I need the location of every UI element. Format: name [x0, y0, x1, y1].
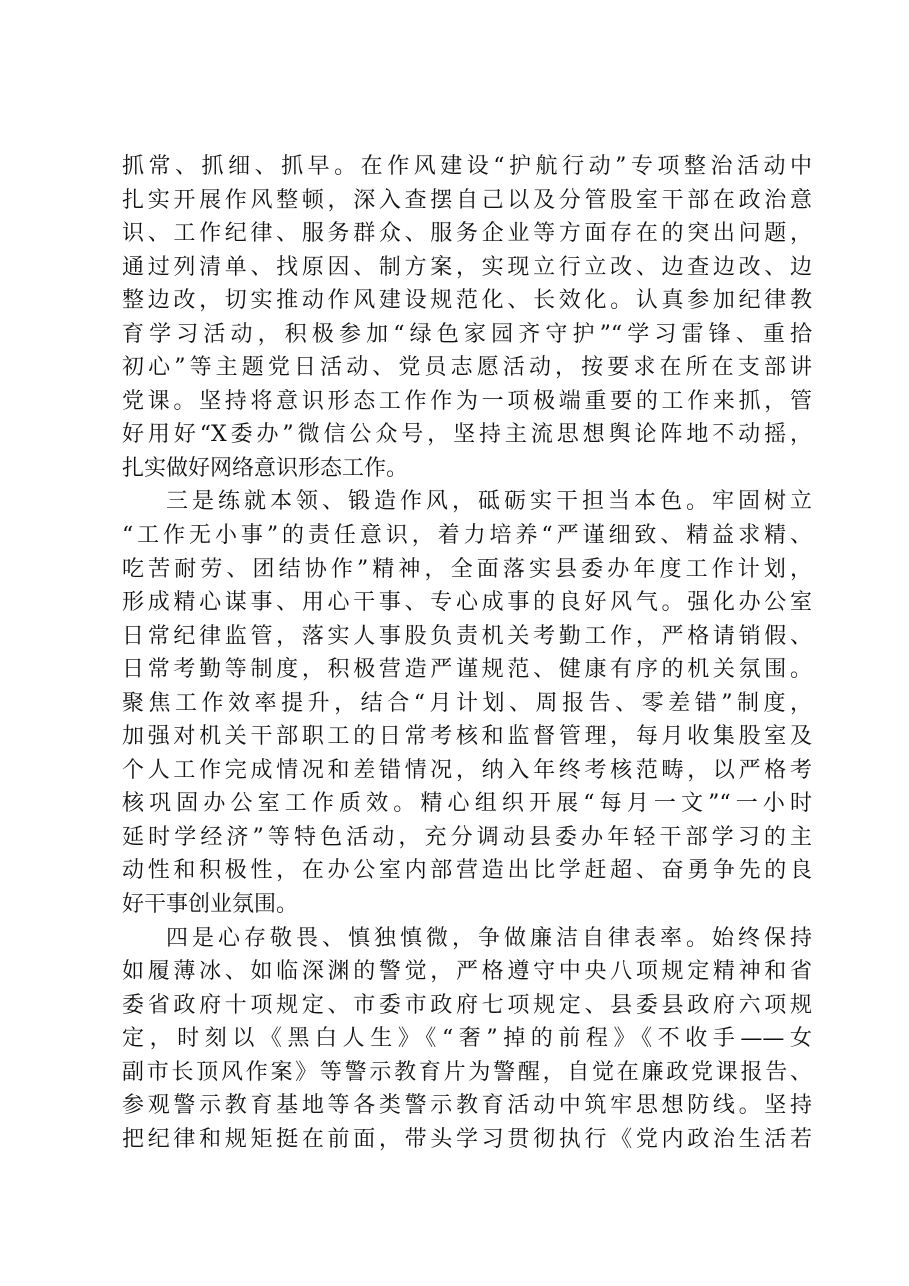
- text-line: 形成精心谋事、用心干事、专心成事的良好风气。强化办公室: [122, 590, 812, 616]
- text-line: 如履薄冰、如临深渊的警觉，严格遵守中央八项规定精神和省: [122, 959, 812, 985]
- text-line: 育学习活动，积极参加“绿色家园齐守护”“学习雷锋、重拾: [122, 321, 812, 347]
- text-line: 委省政府十项规定、市委市政府七项规定、县委县政府六项规: [122, 992, 812, 1018]
- text-line: 四是心存敬畏、慎独慎微，争做廉洁自律表率。始终保持: [166, 925, 812, 951]
- text-line: 好用好“X委办”微信公众号，坚持主流思想舆论阵地不动摇，: [122, 422, 812, 448]
- text-line: 个人工作完成情况和差错情况，纳入年终考核范畴，以严格考: [122, 757, 812, 783]
- text-line: 好干事创业氛围。: [122, 892, 299, 918]
- text-line: 整边改，切实推动作风建设规范化、长效化。认真参加纪律教: [122, 288, 812, 314]
- text-line: 定，时刻以《黑白人生》《“奢”掉的前程》《不收手——女: [122, 1026, 812, 1052]
- text-line: 通过列清单、找原因、制方案，实现立行立改、边查边改、边: [122, 254, 812, 280]
- paragraph-2: [122, 485, 812, 921]
- paragraph-1: [122, 150, 812, 485]
- text-line: 参观警示教育基地等各类警示教育活动中筑牢思想防线。坚持: [122, 1093, 812, 1119]
- text-line: 党课。坚持将意识形态工作作为一项极端重要的工作来抓，管: [122, 388, 812, 414]
- text-line: 三是练就本领、锻造作风，砥砺实干担当本色。牢固树立: [166, 489, 812, 515]
- text-line: 核巩固办公室工作质效。精心组织开展“每月一文”“一小时: [122, 791, 812, 817]
- text-line: 把纪律和规矩挺在前面，带头学习贯彻执行《党内政治生活若: [122, 1126, 812, 1152]
- text-line: 初心”等主题党日活动、党员志愿活动，按要求在所在支部讲: [122, 355, 812, 381]
- text-line: 延时学经济”等特色活动，充分调动县委办年轻干部学习的主: [122, 824, 812, 850]
- text-line: 扎实做好网络意识形态工作。: [122, 455, 409, 481]
- paragraph-3: [122, 922, 812, 1157]
- text-line: 扎实开展作风整顿，深入查摆自己以及分管股室干部在政治意: [122, 187, 812, 213]
- text-line: 加强对机关干部职工的日常考核和监督管理，每月收集股室及: [122, 724, 812, 750]
- text-line: 抓常、抓细、抓早。在作风建设“护航行动”专项整治活动中: [122, 154, 812, 179]
- text-line: “工作无小事”的责任意识，着力培养“严谨细致、精益求精、: [122, 523, 812, 549]
- text-line: 日常考勤等制度，积极营造严谨规范、健康有序的机关氛围。: [122, 657, 812, 683]
- text-line: 动性和积极性，在办公室内部营造出比学赶超、奋勇争先的良: [122, 858, 812, 884]
- text-line: 副市长顶风作案》等警示教育片为警醒，自觉在廉政党课报告、: [122, 1059, 812, 1085]
- text-line: 聚焦工作效率提升，结合“月计划、周报告、零差错”制度，: [122, 690, 812, 716]
- text-line: 识、工作纪律、服务群众、服务企业等方面存在的突出问题，: [122, 221, 812, 247]
- text-line: 日常纪律监管，落实人事股负责机关考勤工作，严格请销假、: [122, 623, 812, 649]
- document-body: [122, 150, 812, 1156]
- text-line: 吃苦耐劳、团结协作”精神，全面落实县委办年度工作计划，: [122, 556, 812, 582]
